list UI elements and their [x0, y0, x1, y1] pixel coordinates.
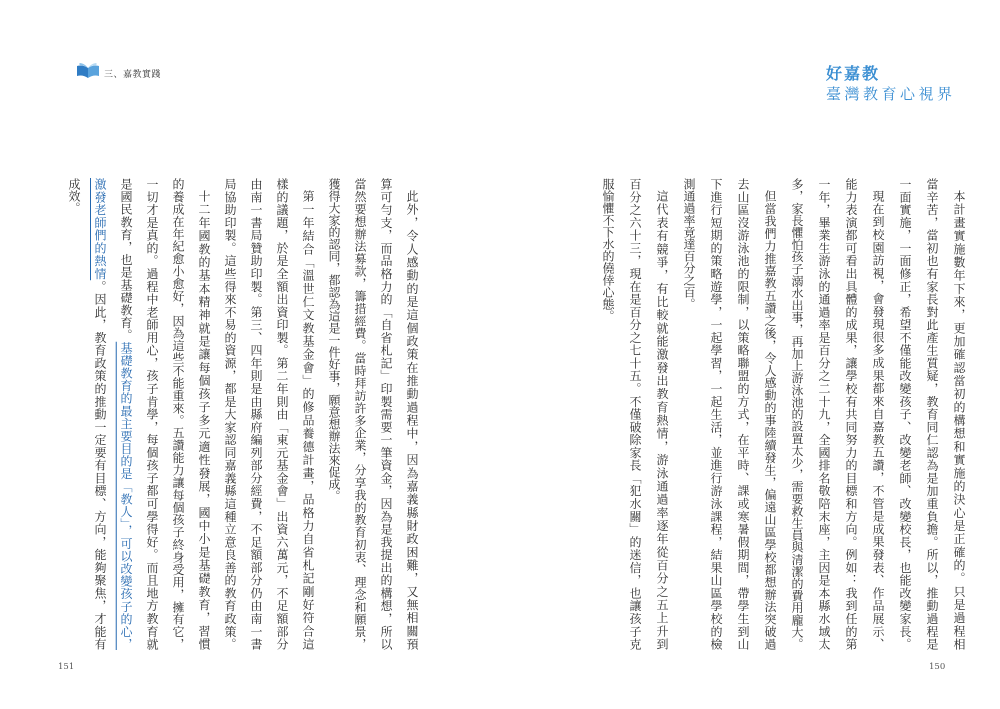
text-column: 能力表演都可看出具體的成果，讓學校有共同努力的目標和方向。例如：我到任的第: [844, 178, 858, 650]
text-column: 當辛苦，當初也有家長對此產生質疑，教育同仁認為是加重負擔。所以，推動過程是: [925, 178, 939, 650]
text-column: 算可勻支，而品格力的「自省札記」印製需要一筆資金，因為是我提出的構想，所以: [379, 178, 393, 650]
text-column: 多，家長懼怕孩子溺水出事，再加上游泳池的設置太少，需要救生員與清潔的費用龐大。: [790, 178, 804, 650]
page-number: 150: [929, 662, 946, 672]
text-column: 此外，令人感動的是這個政策在推動過程中，因為嘉義縣財政困難，又無相關預: [405, 190, 419, 650]
text-column: 本計畫實施數年下來，更加確認當初的構想和實施的決心是正確的。只是過程相: [952, 190, 966, 650]
text-column: 一年，畢業生游泳的通過率是百分之二十九，全國排名敬陪末座，主因是本縣水域太: [817, 178, 831, 650]
body-text: 。因此，教育政策的推動一定要有目標、方向，能夠聚焦，才能有: [93, 280, 107, 650]
section-title: 三、嘉教實踐: [104, 70, 162, 80]
left-page-body: [61, 178, 425, 650]
text-column: 去山區沒游泳池的限制，以策略聯盟的方式，在平時、課或寒暑假期間，帶學生到山: [736, 178, 750, 650]
book-title: 好嘉教: [826, 64, 881, 83]
text-column: 但當我們力推嘉教五讚之後，令人感動的事陸續發生，偏遠山區學校都想辦法突破過: [763, 190, 777, 650]
text-column: 局協助印製。這些得來不易的資源，都是大家認同嘉義縣這種立意良善的教育政策。: [223, 178, 237, 650]
text-column: 一面實施，一面修正，希望不僅能改變孩子、改變老師、改變校長，也能改變家長。: [898, 178, 912, 650]
text-column: 一切才是真的。過程中老師用心，孩子肯學，每個孩子都可學得好。而且地方教育就: [145, 178, 159, 650]
text-column: [87, 178, 113, 650]
text-column: 現在到校園訪視，會發現很多成果都來自嘉教五讚，不管是成果發表、作品展示、: [871, 190, 885, 650]
text-column: 的養成在年紀愈小愈好，因為這些不能重來。五讚能力讓每個孩子終身受用，擁有它，: [171, 178, 185, 650]
text-column: 由南一書局贊助印製。第三、四年則是由縣府編列部分經費，不足額部分仍由南一書: [249, 178, 263, 650]
right-page-body: [594, 178, 972, 650]
text-column: 當然要想辦法募款，籌措經費。當時拜訪許多企業，分享我的教育初衷、理念和願景，: [353, 178, 367, 650]
book-subtitle: 臺灣教育心視界: [826, 85, 956, 103]
page-number: 151: [58, 662, 75, 672]
highlighted-text: 激發老師們的熱情: [93, 178, 107, 281]
open-book-icon: [76, 62, 100, 80]
text-column: 十二年國教的基本精神就是讓每個孩子多元適性發展，國中小是基礎教育，習慣: [197, 190, 211, 650]
highlighted-text: 基礎教育的最主要目的是「教人」，可以改變孩子的心，: [119, 341, 133, 650]
text-column: 第一年結合「溫世仁文教基金會」的修品養德計畫，品格力自省札記剛好符合這: [301, 190, 315, 650]
text-column: [113, 178, 139, 650]
text-column: 獲得大家的認同，都認為這是一件好事，願意想辦法來促成。: [327, 178, 341, 502]
text-column: 百分之六十三，現在是百分之七十五。不僅破除家長「犯水關」的迷信，也讓孩子克: [628, 178, 642, 650]
text-column: 這代表有競爭，有比較就能激發出教育熱情，游泳通過率逐年從百分之五上升到: [655, 190, 669, 650]
text-column: 下進行短期的策略遊學，一起學習，一起生活，並進行游泳課程，結果山區學校的檢: [709, 178, 723, 650]
text-column: 樣的議題，於是全額出資印製。第二年則由「東元基金會」出資六萬元，不足額部分: [275, 178, 289, 650]
text-column: 測通過率竟達百分之百。: [682, 178, 696, 310]
text-column: 服愉懼不下水的僥倖心態。: [601, 178, 615, 322]
text-column: 成效。: [67, 178, 81, 214]
right-page: [500, 0, 1000, 709]
body-text: 是國民教育，也是基礎教育。: [119, 178, 133, 342]
